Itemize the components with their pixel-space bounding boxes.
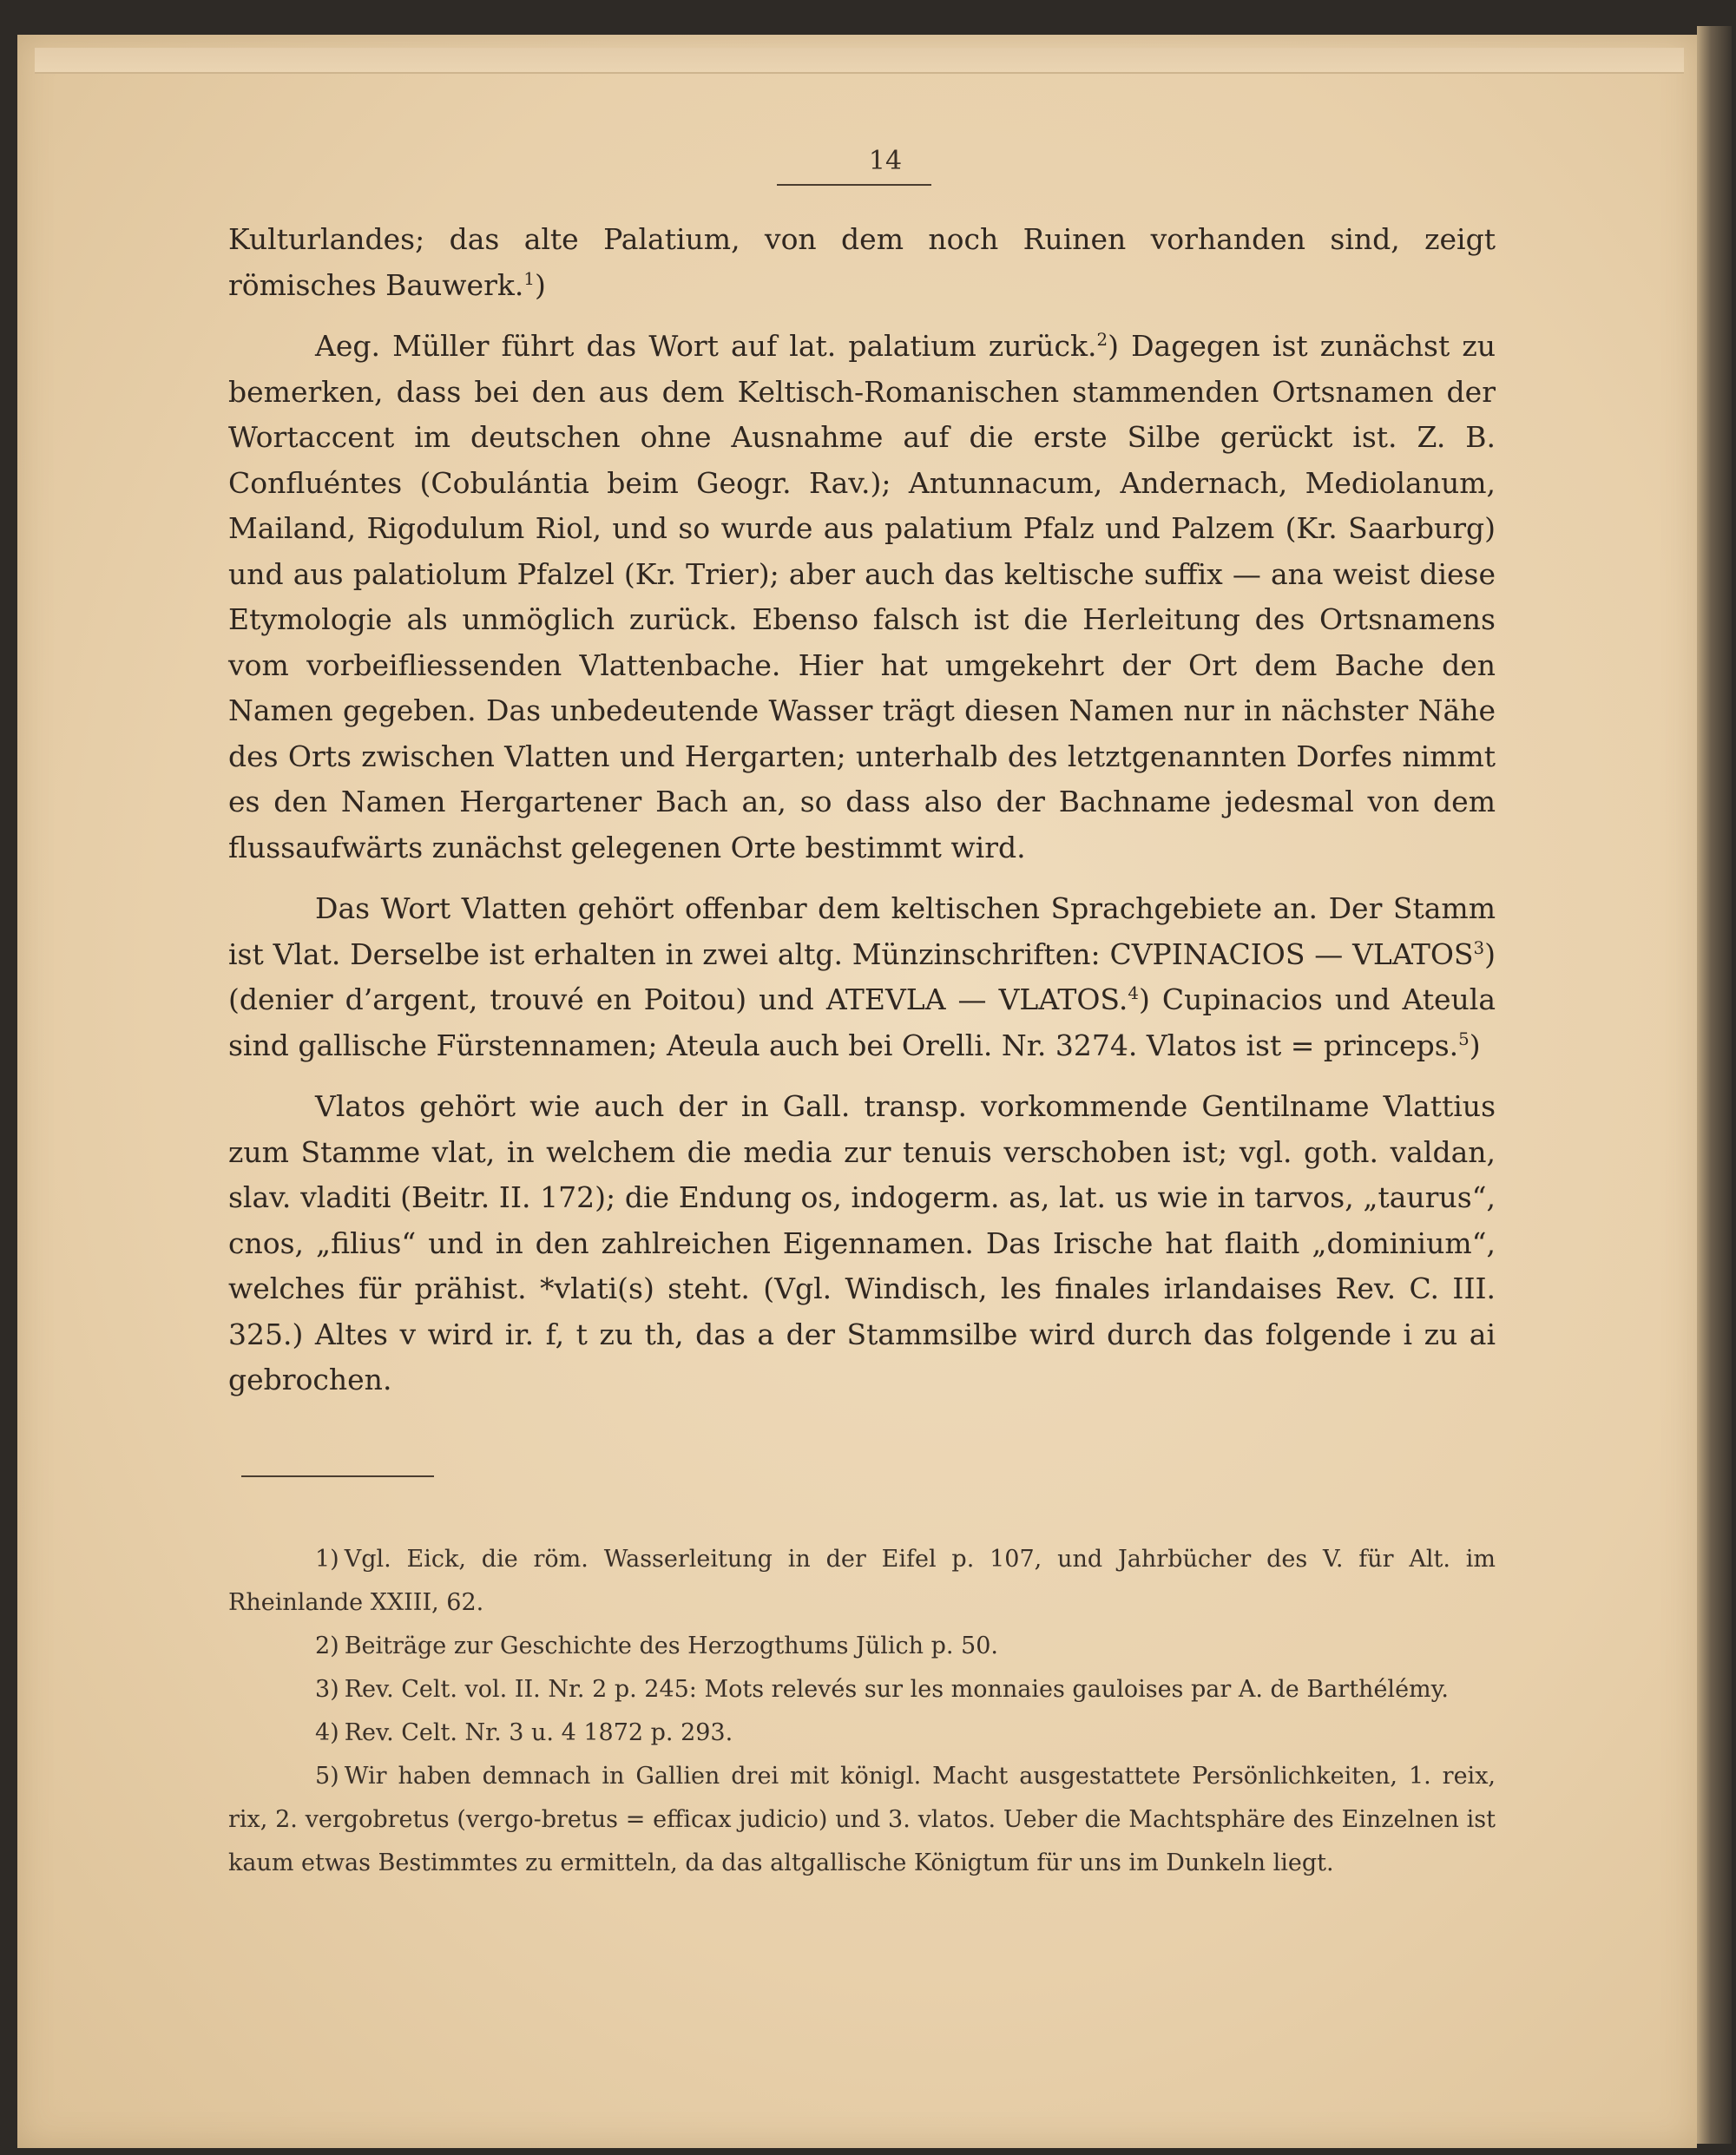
paragraph-3-tail: ) — [1469, 1028, 1481, 1062]
paragraph-1 — [228, 217, 1496, 308]
footnotes — [228, 1538, 1496, 1885]
page-number-rule — [777, 184, 931, 186]
footnote-ref-5: 5 — [1458, 1028, 1470, 1049]
main-text — [228, 217, 1496, 1403]
footnote-ref-2: 2 — [1096, 330, 1108, 350]
paragraph-2 — [228, 324, 1496, 871]
footnote — [228, 1755, 1496, 1885]
footnote — [228, 1625, 1496, 1668]
paragraph-2-text: Aeg. Müller führt das Wort auf lat. palatium zurück. — [315, 329, 1097, 363]
paragraph-3-text-2: ) (denier d’argent, trouvé en Poitou) und ATEVLA — VLATOS. — [228, 936, 1496, 1016]
footnote-mark: 2) — [315, 1633, 339, 1659]
paragraph-3-text-3: ) Cupinacios und Ateula sind gallische Fürstennamen; Ateula auch bei Orelli. Nr. 3274. Vlatos ist = princeps. — [228, 982, 1496, 1062]
footnote-text: Vgl. Eick, die röm. Wasserleitung in der Eifel p. 107, und Jahrbücher des V. für Alt. im Rheinlande XXIII, 62. — [228, 1546, 1496, 1616]
page-edge — [1697, 26, 1732, 2144]
footnote-mark: 4) — [315, 1719, 339, 1746]
paragraph-1-tail: ) — [534, 267, 546, 302]
paragraph-1-text: Kulturlandes; das alte Palatium, von dem noch Ruinen vorhanden sind, zeigt römisches Bauwerk. — [228, 222, 1496, 302]
footnote-text: Beiträge zur Geschichte des Herzogthums Jülich p. 50. — [344, 1633, 998, 1659]
footnote-text: Rev. Celt. Nr. 3 u. 4 1872 p. 293. — [344, 1719, 733, 1746]
footnote — [228, 1538, 1496, 1625]
footnote-text: Wir haben demnach in Gallien drei mit königl. Macht ausgestattete Persönlichkeiten, 1. reix, rix, 2. vergobretus (vergo-bretus = efficax judicio) und 3. vlatos. Ueber die Machtsphäre des Einzelnen ist kaum etwas Bestimmtes zu ermitteln, da das altgallische Königtum für uns im Dunkeln liegt. — [228, 1763, 1496, 1876]
page-number: 14 — [868, 146, 903, 176]
footnote — [228, 1668, 1496, 1712]
top-margin-strip — [35, 48, 1684, 74]
paragraph-3 — [228, 886, 1496, 1068]
footnote-ref-4: 4 — [1128, 983, 1139, 1003]
paragraph-3-text: Das Wort Vlatten gehört offenbar dem keltischen Sprachgebiete an. Der Stamm ist Vlat. Derselbe ist erhalten in zwei altg. Münzinschriften: CVPINACIOS — VLATOS — [228, 891, 1496, 971]
footnote-rule — [241, 1475, 434, 1477]
footnote-mark: 5) — [315, 1763, 339, 1790]
footnote-ref-3: 3 — [1473, 937, 1485, 958]
footnote — [228, 1712, 1496, 1755]
footnote-ref-1: 1 — [523, 268, 535, 289]
footnote-text: Rev. Celt. vol. II. Nr. 2 p. 245: Mots relevés sur les monnaies gauloises par A. de Barthélémy. — [344, 1676, 1449, 1703]
footnote-mark: 3) — [315, 1676, 339, 1703]
footnote-mark: 1) — [315, 1546, 339, 1573]
paragraph-4: Vlatos gehört wie auch der in Gall. transp. vorkommende Gentilname Vlattius zum Stamme vlat, in welchem die media zur tenuis verschoben ist; vgl. goth. valdan, slav. vladiti (Beitr. II. 172); die Endung os, indogerm. as, lat. us wie in tarvos, „taurus“, cnos, „filius“ und in den zahlreichen Eigennamen. Das Irische hat flaith „dominium“, welches für prähist. *vlati(s) steht. (Vgl. Windisch, les finales irlandaises Rev. C. III. 325.) Altes v wird ir. f, t zu th, das a der Stammsilbe wird durch das folgende i zu ai gebrochen. — [228, 1089, 1496, 1396]
paragraph-2-tail: ) Dagegen ist zunächst zu bemerken, dass bei den aus dem Keltisch-Romanischen stammenden Ortsnamen der Wortaccent im deutschen ohne Ausnahme auf die erste Silbe gerückt ist. Z. B. Confluéntes (Cobulántia beim Geogr. Rav.); Antunnacum, Andernach, Mediolanum, Mailand, Rigodulum Riol, und so wurde aus palatium Pfalz und Palzem (Kr. Saarburg) und aus palatiolum Pfalzel (Kr. Trier); aber auch das keltische suffix — ana weist diese Etymologie als unmöglich zurück. Ebenso falsch ist die Herleitung des Ortsnamens vom vorbeifliessenden Vlattenbache. Hier hat umgekehrt der Ort dem Bache den Namen gegeben. Das unbedeutende Wasser trägt diesen Namen nur in nächster Nähe des Orts zwischen Vlatten und Hergarten; unterhalb des letztgenannten Dorfes nimmt es den Namen Hergartener Bach an, so dass also der Bachname jedesmal von dem flussaufwärts zunächst gelegenen Orte bestimmt wird. — [228, 329, 1496, 864]
